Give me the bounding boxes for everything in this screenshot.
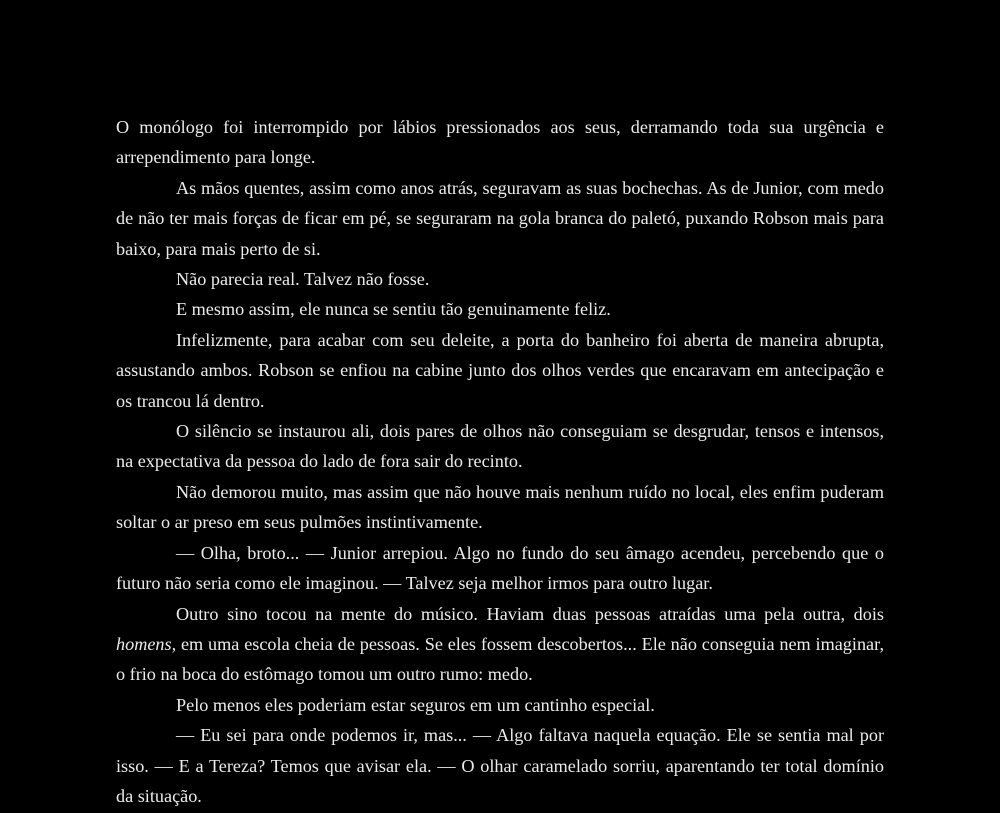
paragraph: O monólogo foi interrompido por lábios pressionados aos seus, derramando toda sua urgência e arrependimento para longe. [116, 117, 884, 168]
paragraph: Não demorou muito, mas assim que não houve mais nenhum ruído no local, eles enfim puderam soltar o ar preso em seus pulmões instintivamente. [116, 481, 884, 533]
paragraph-text-before: Outro sino tocou na mente do músico. Haviam duas pessoas atraídas uma pela outra, dois [176, 603, 884, 624]
book-page [116, 112, 884, 811]
paragraph: — Olha, broto... — Junior arrepiou. Algo no fundo do seu âmago acendeu, percebendo que o futuro não seria como ele imaginou. — Talvez seja melhor irmos para outro lugar. [116, 542, 884, 594]
paragraph-text-after: em uma escola cheia de pessoas. Se eles fossem descobertos... Ele não conseguia nem imaginar, o frio na boca do estômago tomou um outro rumo: medo. [116, 633, 884, 685]
emphasized-word: homens, [116, 633, 177, 654]
paragraph: Pelo menos eles poderiam estar seguros em um cantinho especial. [176, 694, 655, 715]
paragraph: O silêncio se instaurou ali, dois pares de olhos não conseguiam se desgrudar, tensos e intensos, na expectativa da pessoa do lado de fora sair do recinto. [116, 421, 884, 472]
paragraph: As mãos quentes, assim como anos atrás, seguravam as suas bochechas. As de Junior, com medo de não ter mais forças de ficar em pé, se seguraram na gola branca do paletó, puxando Robson mais para baixo, para mais perto de si. [116, 177, 884, 259]
paragraph [116, 599, 884, 690]
paragraph: — Eu sei para onde podemos ir, mas... — Algo faltava naquela equação. Ele se sentia mal por isso. — E a Tereza? Temos que avisar ela. — O olhar caramelado sorriu, aparentando ter total domínio da situação. [116, 725, 884, 806]
paragraph: Infelizmente, para acabar com seu deleite, a porta do banheiro foi aberta de maneira abrupta, assustando ambos. Robson se enfiou na cabine junto dos olhos verdes que encaravam em antecipação e os trancou lá dentro. [116, 329, 884, 411]
paragraph: Não parecia real. Talvez não fosse. [176, 269, 430, 290]
paragraph: E mesmo assim, ele nunca se sentiu tão genuinamente feliz. [176, 299, 611, 320]
